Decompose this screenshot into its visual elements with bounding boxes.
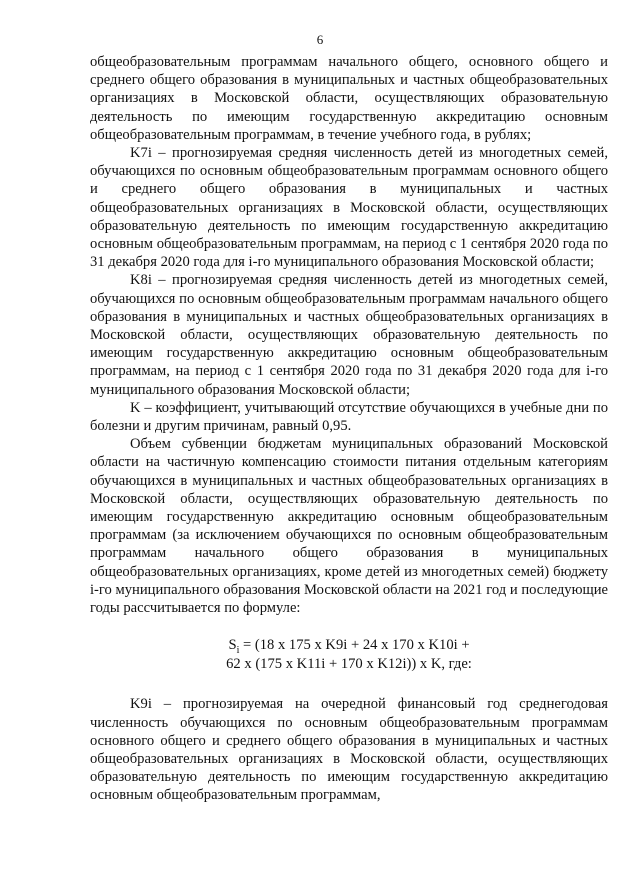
formula-line-1: [90, 636, 608, 655]
formula-lhs-subscript: i: [236, 645, 240, 657]
formula-line-2: 62 x (175 x K11i + 170 x K12i)) x K, где:: [226, 656, 472, 673]
paragraph-k7i: K7i – прогнозируемая средняя численность детей из многодетных семей, обучающихся по основным общеобразовательным программам основного общего и среднего общего образования в муниципальных и частных общеобразовательных организациях в Московской области, осуществляющих образовательную деятельность по имеющим государственную аккредитацию основным общеобразовательным программам, на период с 1 сентября 2020 года по 31 декабря 2020 года для i-го муниципального образования Московской области;: [90, 145, 608, 271]
paragraph-subvention: Объем субвенции бюджетам муниципальных образований Московской области на частичную компенсацию стоимости питания отдельным категориям обучающихся в муниципальных и частных общеобразовательных организациях в Московской области, осуществляющих образовательную деятельность по имеющим государственную аккредитацию основным общеобразовательным программам (за исключением обучающихся по основным общеобразовательным программам начального общего образования в муниципальных общеобразовательных организациях, кроме детей из многодетных семей) бюджету i-го муниципального образования Московской области на 2021 год и последующие годы рассчитывается по формуле:: [90, 436, 608, 617]
paragraph: общеобразовательным программам начального общего, основного общего и среднего общего образования в муниципальных и частных общеобразовательных организациях в Московской области, осуществляющих образовательную деятельность по имеющим государственную аккредитацию основным общеобразовательным программам, в течение учебного года, в рублях;: [90, 54, 608, 143]
formula: [90, 636, 608, 674]
formula-line-1-text: = (18 x 175 x K9i + 24 x 170 x K10i +: [239, 637, 470, 654]
document-body: [90, 53, 608, 805]
paragraph-k8i: K8i – прогнозируемая средняя численность детей из многодетных семей, обучающихся по основным общеобразовательным программам начального общего образования в муниципальных и частных общеобразовательных организациях в Московской области, осуществляющих образовательную деятельность по имеющим государственную аккредитацию основным общеобразовательным программам, на период с 1 сентября 2020 года по 31 декабря 2020 года для i-го муниципального образования Московской области;: [90, 272, 608, 398]
page-number: 6: [316, 32, 324, 47]
paragraph-k9i: K9i – прогнозируемая на очередной финансовый год среднегодовая численность обучающихся по основным общеобразовательным программам основного общего и среднего общего образования в муниципальных и частных общеобразовательных организациях в Московской области, осуществляющих образовательную деятельность по имеющим государственную аккредитацию основным общеобразовательным программам,: [90, 696, 608, 804]
paragraph-k: K – коэффициент, учитывающий отсутствие обучающихся в учебные дни по болезни и другим причинам, равный 0,95.: [90, 399, 608, 435]
formula-lhs: S: [228, 637, 237, 654]
